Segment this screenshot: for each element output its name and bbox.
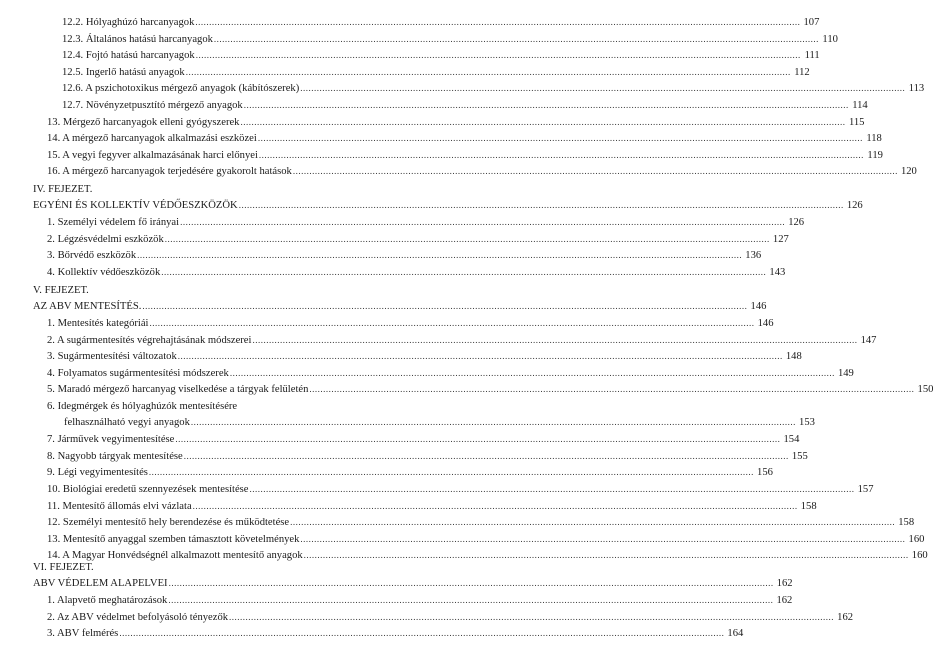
page-number: 146: [750, 301, 767, 312]
entry-title: ABV VÉDELEM ALAPELVEI: [33, 578, 168, 589]
toc-entry[interactable]: [47, 547, 928, 563]
page-number: 126: [788, 217, 805, 228]
toc-entry[interactable]: [47, 264, 786, 280]
page-number: 107: [803, 17, 820, 28]
dot-leader: ............................................................................................................................................................................................................................: [213, 33, 819, 44]
dot-leader: ............................................................................................................................................................................................................................: [303, 550, 909, 561]
page-number: 149: [837, 367, 854, 379]
entry-title: 1. Alapvető meghatározások: [47, 595, 168, 606]
toc-entry[interactable]: [47, 130, 882, 146]
toc-entry[interactable]: [47, 498, 817, 514]
page-number: 158: [800, 500, 817, 512]
page-number: 120: [900, 166, 917, 178]
entry-title: 12.6. A pszichotoxikus mérgező anyagok (kábítószerek): [62, 83, 300, 95]
dot-leader: ............................................................................................................................................................................................................................: [257, 133, 863, 144]
toc-entry[interactable]: [47, 114, 865, 130]
chapter-label: VI. FEJEZET.: [33, 562, 94, 573]
page-number: 110: [822, 33, 838, 45]
page-number: 153: [799, 416, 815, 428]
entry-title: 12.7. Növényzetpusztító mérgező anyagok: [62, 100, 243, 111]
page-number: 162: [776, 595, 793, 606]
toc-entry[interactable]: [62, 47, 820, 63]
dot-leader: ............................................................................................................................................................................................................................: [192, 500, 798, 511]
entry-title: 5. Maradó mérgező harcanyag viselkedése a tárgyak felületén: [47, 384, 309, 396]
toc-entry[interactable]: [47, 147, 883, 163]
dot-leader: ............................................................................................................................................................................................................................: [243, 100, 849, 110]
toc-entry[interactable]: [47, 592, 793, 608]
page-number: 114: [852, 100, 868, 111]
page-number: 113: [908, 83, 925, 95]
toc-entry[interactable]: [47, 398, 424, 414]
page-number: 146: [757, 318, 774, 329]
toc-entry[interactable]: [47, 247, 762, 263]
entry-title: felhasználható vegyi anyagok: [64, 416, 190, 428]
entry-title: 1. Személyi védelem fő irányai: [47, 217, 180, 228]
page-number: 156: [757, 467, 773, 479]
dot-leader: ............................................................................................................................................................................................................................: [180, 217, 786, 227]
page-number: 160: [908, 533, 925, 545]
entry-title: 3. Bőrvédő eszközök: [47, 250, 137, 262]
entry-title: AZ ABV MENTESÍTÉS.: [33, 301, 142, 312]
toc-entry[interactable]: [47, 625, 744, 641]
entry-title: 13. Mérgező harcanyagok elleni gyógyszerek: [47, 116, 240, 128]
chapter-label: IV. FEJEZET.: [33, 184, 93, 195]
page-number: 148: [785, 351, 802, 363]
entry-title: 3. Sugármentesítési változatok: [47, 351, 177, 363]
dot-leader: ............................................................................................................................................................................................................................: [258, 149, 864, 160]
entry-title: 6. Idegmérgek és hólyaghúzók mentesítésére: [47, 401, 238, 412]
page-number: 157: [857, 484, 874, 495]
toc-entry[interactable]: [47, 431, 800, 447]
dot-leader: ............................................................................................................................................................................................................................: [292, 166, 898, 177]
entry-title: 1. Mentesítés kategóriái: [47, 318, 149, 329]
page-number: 111: [804, 50, 820, 62]
dot-leader: ............................................................................................................................................................................................................................: [195, 17, 801, 27]
entry-title: 7. Járművek vegyimentesítése: [47, 434, 175, 446]
toc-entry[interactable]: [47, 481, 874, 497]
dot-leader: ............................................................................................................................................................................................................................: [195, 50, 801, 61]
entry-title: 12. Személyi mentesítő hely berendezése és működtetése: [47, 517, 290, 529]
page-number: 154: [783, 434, 800, 446]
dot-leader: ............................................................................................................................................................................................................................: [137, 250, 743, 261]
entry-title: 9. Légi vegyimentesítés: [47, 467, 148, 479]
toc-entry[interactable]: [47, 365, 854, 381]
page-number: 160: [911, 550, 928, 562]
dot-leader: ............................................................................................................................................................................................................................: [238, 200, 844, 210]
toc-entry[interactable]: [62, 31, 838, 47]
page-number: 147: [860, 334, 877, 346]
dot-leader: ............................................................................................................................................................................................................................: [249, 484, 855, 494]
dot-leader: ............................................................................................................................................................................................................................: [300, 83, 906, 94]
page-number: 119: [867, 149, 883, 161]
chapter-title[interactable]: [33, 575, 793, 591]
toc-entry[interactable]: [62, 64, 810, 80]
entry-title: 10. Biológiai eredetű szennyezések mentesítése: [47, 484, 249, 495]
entry-title: 2. A sugármentesítés végrehajtásának módszerei: [47, 334, 252, 346]
entry-title: 15. A vegyi fegyver alkalmazásának harci előnyei: [47, 149, 258, 161]
dot-leader: ............................................................................................................................................................................................................................: [142, 301, 748, 311]
entry-title: 12.5. Ingerlő hatású anyagok: [62, 66, 185, 78]
dot-leader: ............................................................................................................................................................................................................................: [190, 416, 796, 427]
entry-title: 2. Az ABV védelmet befolyásoló tényezők: [47, 611, 229, 623]
page-number: 118: [866, 133, 882, 145]
entry-title: EGYÉNI ÉS KOLLEKTÍV VÉDŐESZKÖZÖK: [33, 200, 238, 211]
page-number: 162: [776, 578, 793, 589]
page-number: 136: [745, 250, 762, 262]
entry-title: 12.4. Fojtó hatású harcanyagok: [62, 50, 195, 62]
toc-entry[interactable]: [47, 214, 805, 230]
chapter-title[interactable]: [33, 298, 767, 314]
toc-entry[interactable]: [47, 163, 917, 179]
page-number: 164: [727, 628, 744, 640]
dot-leader: ............................................................................................................................................................................................................................: [290, 517, 896, 528]
toc-entry[interactable]: [47, 514, 915, 530]
page-number: 155: [791, 450, 808, 462]
dot-leader: ............................................................................................................................................................................................................................: [300, 533, 906, 544]
dot-leader: ............................................................................................................................................................................................................................: [168, 578, 774, 588]
entry-title: 4. Folyamatos sugármentesítési módszerek: [47, 367, 229, 379]
toc-entry[interactable]: [47, 315, 774, 331]
entry-title: 4. Kollektív védőeszközök: [47, 266, 161, 278]
toc-entry[interactable]: [47, 609, 854, 625]
dot-leader: ............................................................................................................................................................................................................................: [309, 384, 915, 395]
toc-entry[interactable]: [47, 381, 933, 397]
page-number: 115: [848, 116, 865, 128]
dot-leader: ............................................................................................................................................................................................................................: [252, 334, 858, 345]
toc-entry[interactable]: [47, 448, 808, 464]
chapter-label: V. FEJEZET.: [33, 285, 89, 296]
dot-leader: ............................................................................................................................................................................................................................: [175, 434, 781, 445]
dot-leader: ............................................................................................................................................................................................................................: [240, 116, 846, 127]
toc-entry[interactable]: [47, 464, 773, 480]
page-number: 158: [898, 517, 915, 529]
toc-entry[interactable]: [47, 531, 925, 547]
entry-title: 13. Mentesítő anyaggal szemben támasztott követelmények: [47, 533, 300, 545]
dot-leader: ............................................................................................................................................................................................................................: [229, 611, 835, 622]
dot-leader: ............................................................................................................................................................................................................................: [229, 367, 835, 378]
entry-title: 14. A mérgező harcanyagok alkalmazási eszközei: [47, 133, 257, 145]
entry-title: 2. Légzésvédelmi eszközök: [47, 233, 164, 245]
page-number: 143: [769, 266, 786, 278]
page-number: 162: [837, 611, 854, 623]
dot-leader: ............................................................................................................................................................................................................................: [149, 318, 755, 328]
entry-title: 8. Nagyobb tárgyak mentesítése: [47, 450, 183, 462]
entry-title: 14. A Magyar Honvédségnél alkalmazott mentesítő anyagok: [47, 550, 303, 562]
dot-leader: ............................................................................................................................................................................................................................: [177, 351, 783, 362]
dot-leader: ............................................................................................................................................................................................................................: [161, 266, 767, 277]
dot-leader: ............................................................................................................................................................................................................................: [119, 628, 725, 639]
dot-leader: ............................................................................................................................................................................................................................: [148, 467, 754, 478]
entry-title: 12.2. Hólyaghúzó harcanyagok: [62, 17, 195, 28]
dot-leader: ............................................................................................................................................................................................................................: [185, 66, 791, 77]
toc-entry[interactable]: [62, 80, 925, 96]
toc-entry[interactable]: [62, 97, 868, 113]
entry-title: 12.3. Általános hatású harcanyagok: [62, 33, 213, 45]
dot-leader: ............................................................................................................................................................................................................................: [168, 595, 774, 605]
entry-title: 3. ABV felmérés: [47, 628, 119, 640]
toc-entry[interactable]: [62, 14, 820, 30]
page-number: 127: [772, 233, 789, 245]
page-number: 112: [794, 66, 810, 78]
toc-entry-continuation[interactable]: [64, 414, 815, 430]
dot-leader: ............................................................................................................................................................................................................................: [183, 450, 789, 461]
page-number: 150: [917, 384, 933, 396]
dot-leader: ............................................................................................................................................................................................................................: [164, 233, 770, 244]
entry-title: 11. Mentesítő állomás elvi vázlata: [47, 500, 192, 512]
page-number: 126: [846, 200, 863, 211]
chapter-title[interactable]: [33, 197, 863, 213]
toc-entry[interactable]: [47, 231, 789, 247]
toc-entry[interactable]: [47, 348, 802, 364]
entry-title: 16. A mérgező harcanyagok terjedésére gyakorolt hatások: [47, 166, 292, 178]
toc-entry[interactable]: [47, 332, 877, 348]
